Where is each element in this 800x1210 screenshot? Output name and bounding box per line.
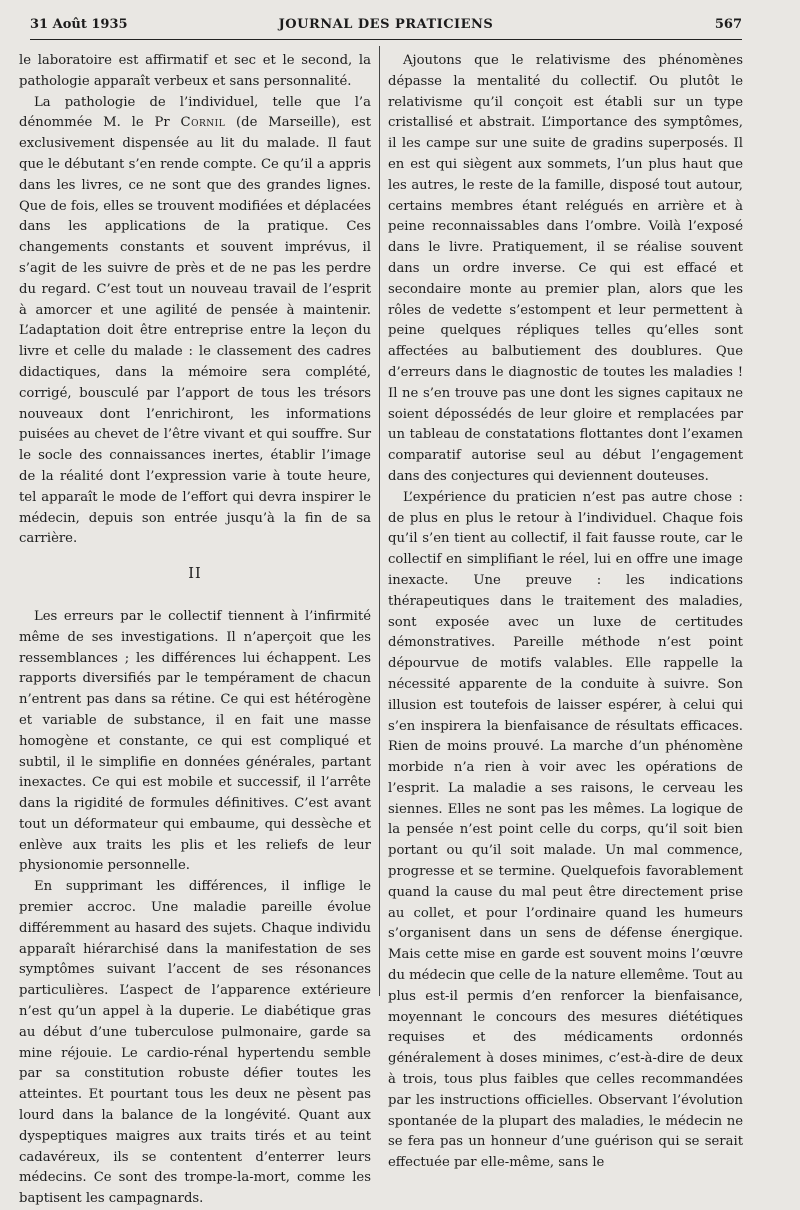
text-run: (de Marseille), est exclusivement dispensée au lit du malade. Il faut que le débutant s’en rende compte. Ce qu’il a appris dans les livres, ce ne sont que des grandes lignes. Que de fois, elles se trouvent modifiées et déplacées dans les applications de la pratique. Ces changements constants et souvent imprévus, il s’agit de les suivre de près et de ne pas les perdre du regard. C’est tout un nouveau travail de l’esprit à amorcer et une agilité de pensée à maintenir. L’adaptation doit être entreprise entre la leçon du livre et celle du malade : le classement des cadres didactiques, dans la mémoire sera complété, corrigé, bousculé par l’apport de tous les trésors nouveaux dont l’enrichiront, les informations puisées au chevet de l’être vivant et qui souffre. Sur le socle des connaissances inertes, établir l’image de la réalité dont l’expression varie à toute heure, tel apparaît le mode de l’effort qui devra inspirer le médecin, depuis son entrée jusqu’à la fin de sa carrière. — [19, 115, 371, 547]
journal-title: JOURNAL DES PRATICIENS — [278, 17, 494, 32]
right-column — [388, 51, 743, 1174]
running-header — [30, 15, 742, 40]
author-name: Cornil — [180, 115, 226, 131]
paragraph: Ajoutons que le relativisme des phénomènes dépasse la mentalité du collectif. Ou plutôt le relativisme qu’il conçoit est établi sur un type cristallisé et abstrait. L’importance des symptômes, il les campe sur une suite de gradins superposés. Il en est qui siègent aux sommets, l’un plus haut que les autres, le reste de la famille, disposé tout autour, certains membres étant relégués en arrière et à peine reconnaissables dans l’ombre. Voilà l’exposé dans le livre. Pratiquement, il se réalise souvent dans un ordre inverse. Ce qui est effacé et secondaire monte au premier plan, alors que les rôles de vedette s’estompent et leur permettent à peine quelques répliques telles qu’elles sont affectées au balbutiement des doublures. Que d’erreurs dans le diagnostic de toutes les maladies ! Il ne s’en trouve pas une dont les signes capitaux ne soient dépossédés de leur gloire et remplacées par un tableau de constatations flottantes dont l’examen comparatif autorise seul au début l’engagement dans des conjectures qui deviennent douteuses. — [388, 53, 743, 484]
issue-date: 31 Août 1935 — [30, 17, 128, 32]
page-number: 567 — [714, 17, 742, 32]
paragraph — [19, 93, 371, 551]
paragraph: L’expérience du praticien n’est pas autre chose : de plus en plus le retour à l’individuel. Chaque fois qu’il s’en tient au collectif, il fait fausse route, car le collectif en simplifiant le réel, lui en offre une image inexacte. Une preuve : les indications thérapeutiques dans le traitement des maladies, sont exposée avec un luxe de certitudes démonstratives. Pareille méthode n’est point dépourvue de motifs valables. Elle rappelle la nécessité apparente de la conduite à suivre. Son illusion est toutefois de laisser espérer, à celui qui s’en inspirera la bienfaisance de résultats efficaces. Rien de moins prouvé. La marche d’un phénomène morbide n’a rien à voir avec les opérations de l’esprit. La maladie a ses raisons, le cerveau les siennes. Elles ne sont pas les mêmes. La logique de la pensée n’est point celle du corps, qu’il soit bien portant ou qu’il soit malade. Un mal commence, progresse et se termine. Quelquefois favorablement quand la cause du mal peut être directement prise au collet, et pour l’ordinaire quand les humeurs s’organisent dans un sens de défense énergique. Mais cette mise en garde est souvent moins l’œuvre du médecin que celle de la nature ellemême. Tout au plus est-il permis d’en renforcer la bienfaisance, moyennant le concours des mesures diététiques requises et des médicaments ordonnés généralement à doses minimes, c’est-à-dire de deux à trois, tous plus faibles que celles recommandées par les instructions officielles. Observant l’évolution spontanée de la plupart des maladies, le médecin ne se fera pas un honneur d’une guérison qui se serait effectuée par elle-même, sans le — [388, 489, 743, 1171]
paragraph: En supprimant les différences, il inflige le premier accroc. Une maladie pareille évolue différemment au hasard des sujets. Chaque individu apparaît hiérarchisé dans la manifestation de ses symptômes suivant l’accent de ses résonances particulières. L’aspect de l’apparence extérieure n’est qu’un appel à la duperie. Le diabétique gras au début d’une tuberculose pulmonaire, garde sa mine réjouie. Le cardio-rénal hypertendu semble par sa constitution robuste défier toutes les atteintes. Et pourtant tous les deux ne pèsent pas lourd dans la balance de la longévité. Quant aux dyspeptiques maigres aux traits tirés et au teint cadavéreux, ils se contentent d’enterrer leurs médecins. Ce sont des trompe-la-mort, comme les baptisent les campagnards. — [19, 879, 371, 1207]
text-run: La pathologie de l’individuel, telle que l’a dénommée M. le Pr — [19, 94, 371, 131]
section-heading: II — [188, 566, 202, 583]
paragraph: le laboratoire est affirmatif et sec et le second, la pathologie apparaît verbeux et sans personnalité. — [19, 53, 371, 89]
paragraph: Les erreurs par le collectif tiennent à l’infirmité même de ses investigations. Il n’aperçoit que les ressemblances ; les différences lui échappent. Les rapports diversifiés par le tempérament de chacun n’entrent pas dans sa rétine. Ce qui est hétérogène et variable de substance, il en fait une masse homogène et constante, ce qui est compliqué et subtil, il le simplifie en données générales, partant inexactes. Ce qui est mobile et successif, il l’arrête dans la rigidité de formules définitives. C’est avant tout un déformateur qui embaume, qui dessèche et enlève aux traits les plis et les reliefs de leur physionomie personnelle. — [19, 608, 371, 874]
column-divider — [379, 46, 380, 996]
left-column — [19, 51, 371, 1210]
